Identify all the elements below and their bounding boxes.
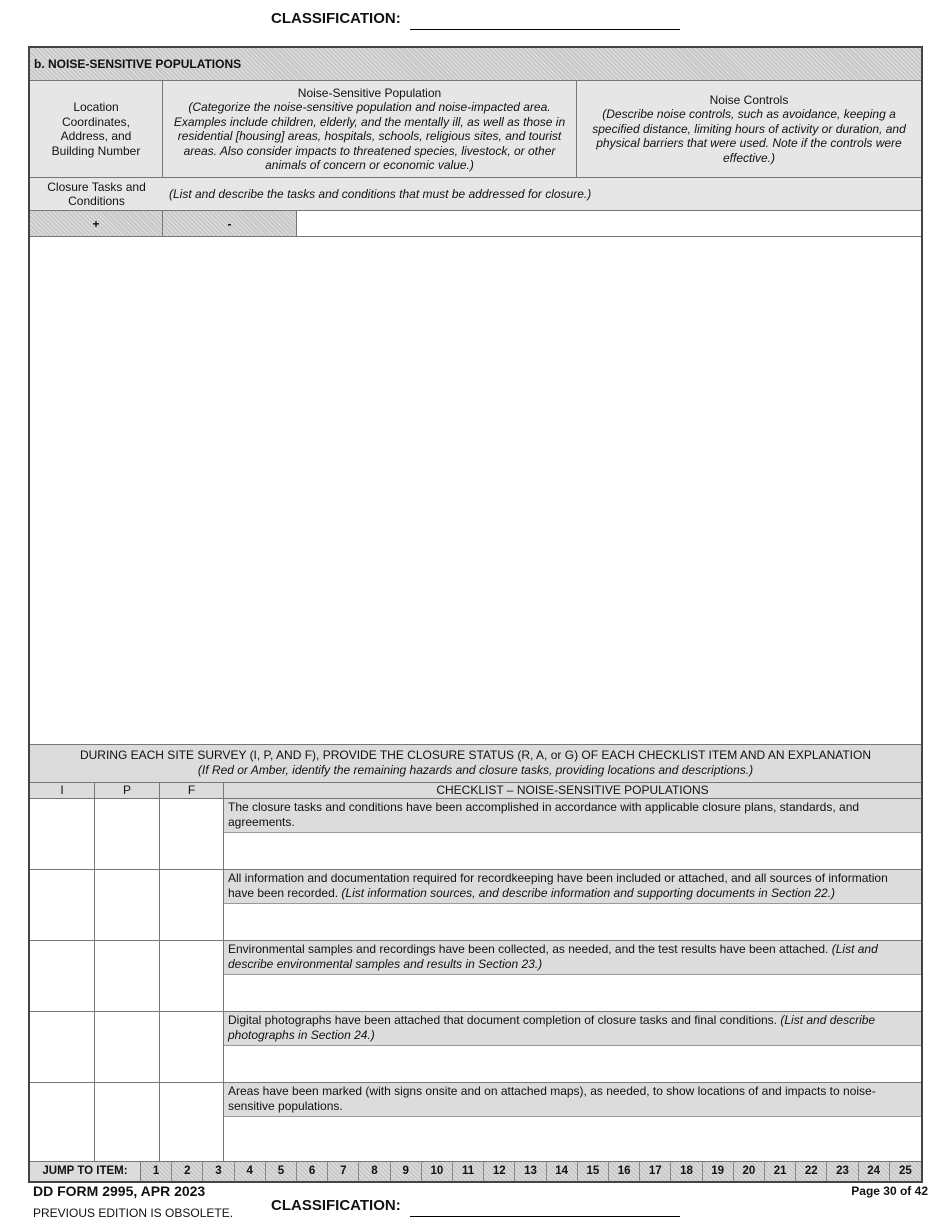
status-progress-1[interactable] <box>95 799 160 869</box>
checklist-question-5 <box>224 1083 921 1117</box>
jump-item-18[interactable]: 18 <box>671 1162 702 1181</box>
status-final-1[interactable] <box>160 799 224 869</box>
remove-row-button[interactable]: - <box>163 211 297 236</box>
survey-header-text: DURING EACH SITE SURVEY (I, P, AND F), PROVIDE THE CLOSURE STATUS (R, A, or G) OF EACH CHECKLIST ITEM AND AN EXPLANATION <box>79 748 872 762</box>
classification-footer-label: CLASSIFICATION: <box>271 1197 401 1214</box>
jump-item-20[interactable]: 20 <box>734 1162 765 1181</box>
status-initial-1[interactable] <box>30 799 95 869</box>
jump-item-17[interactable]: 17 <box>640 1162 671 1181</box>
checklist-question-4 <box>224 1012 921 1046</box>
checklist-item-4 <box>30 1012 921 1083</box>
checklist-question-1 <box>224 799 921 833</box>
checklist-question-3 <box>224 941 921 975</box>
status-progress-4[interactable] <box>95 1012 160 1082</box>
checklist-title: CHECKLIST – NOISE-SENSITIVE POPULATIONS <box>436 783 709 797</box>
explanation-field-1[interactable] <box>224 833 921 869</box>
add-row-button[interactable]: + <box>30 211 163 236</box>
classification-line <box>410 29 680 30</box>
classification-header <box>271 10 401 27</box>
explanation-field-5[interactable] <box>224 1117 921 1161</box>
location-header-text: Location Coordinates, Address, and Building Number <box>51 100 141 158</box>
jump-item-24[interactable]: 24 <box>859 1162 890 1181</box>
form-frame <box>28 46 923 1183</box>
status-initial-5[interactable] <box>30 1083 95 1161</box>
jump-label: JUMP TO ITEM: <box>30 1162 141 1181</box>
controls-header-desc: (Describe noise controls, such as avoidance, keeping a specified distance, limiting hours of activity or duration, and physical barriers that were used. Note if the controls were effective.) <box>592 107 906 165</box>
survey-header <box>30 745 921 783</box>
status-initial-2[interactable] <box>30 870 95 940</box>
jump-item-5[interactable]: 5 <box>266 1162 297 1181</box>
jump-item-14[interactable]: 14 <box>547 1162 578 1181</box>
jump-item-19[interactable]: 19 <box>703 1162 734 1181</box>
jump-item-11[interactable]: 11 <box>453 1162 484 1181</box>
jump-item-12[interactable]: 12 <box>484 1162 515 1181</box>
checklist-question-2 <box>224 870 921 904</box>
checklist-item-5 <box>30 1083 921 1162</box>
status-final-3[interactable] <box>160 941 224 1011</box>
question-text-3: Environmental samples and recordings have been collected, as needed, and the test results have been attached. <box>228 942 832 956</box>
status-progress-2[interactable] <box>95 870 160 940</box>
survey-subheader-text: (If Red or Amber, identify the remaining hazards and closure tasks, providing locations and descriptions.) <box>197 763 754 777</box>
status-progress-3[interactable] <box>95 941 160 1011</box>
jump-item-21[interactable]: 21 <box>765 1162 796 1181</box>
form-identifier: DD FORM 2995, APR 2023 <box>33 1183 206 1199</box>
explanation-field-2[interactable] <box>224 904 921 940</box>
closure-desc: (List and describe the tasks and conditions that must be addressed for closure.) <box>169 187 592 201</box>
location-header <box>30 81 163 177</box>
col-final: F <box>160 783 224 798</box>
jump-item-3[interactable]: 3 <box>203 1162 234 1181</box>
jump-item-25[interactable]: 25 <box>890 1162 921 1181</box>
question-note-3: (List and describe environmental samples and results in Section 23.) <box>228 942 878 971</box>
col-progress: P <box>95 783 160 798</box>
question-text-5: Areas have been marked (with signs onsite and on attached maps), as needed, to show locations of and impacts to noise-sensitive populations. <box>228 1084 876 1113</box>
explanation-field-3[interactable] <box>224 975 921 1011</box>
checklist-item-3 <box>30 941 921 1012</box>
question-text-4: Digital photographs have been attached that document completion of closure tasks and final conditions. <box>228 1013 781 1027</box>
status-progress-5[interactable] <box>95 1083 160 1161</box>
jump-item-9[interactable]: 9 <box>391 1162 422 1181</box>
closure-label: Closure Tasks and Conditions <box>47 180 146 208</box>
jump-to-item-bar <box>30 1162 921 1181</box>
status-final-4[interactable] <box>160 1012 224 1082</box>
page-number: Page 30 of 42 <box>851 1184 928 1198</box>
col-initial: I <box>30 783 95 798</box>
jump-item-10[interactable]: 10 <box>422 1162 453 1181</box>
jump-item-2[interactable]: 2 <box>172 1162 203 1181</box>
jump-item-23[interactable]: 23 <box>827 1162 858 1181</box>
entry-text-area[interactable] <box>30 237 921 745</box>
question-note-2: (List information sources, and describe information and supporting documents in Section 22.) <box>341 886 836 900</box>
controls-header <box>577 81 921 177</box>
question-text-2: All information and documentation required for recordkeeping have been included or attached, and all sources of information have been recorded. <box>228 871 888 900</box>
obsolete-notice: PREVIOUS EDITION IS OBSOLETE. <box>33 1206 234 1220</box>
checklist-item-2 <box>30 870 921 941</box>
jump-item-4[interactable]: 4 <box>235 1162 266 1181</box>
status-final-5[interactable] <box>160 1083 224 1161</box>
status-initial-4[interactable] <box>30 1012 95 1082</box>
checklist-item-1 <box>30 799 921 870</box>
status-initial-3[interactable] <box>30 941 95 1011</box>
question-text-1: The closure tasks and conditions have been accomplished in accordance with applicable closure plans, standards, and agreements. <box>228 800 860 829</box>
jump-item-15[interactable]: 15 <box>578 1162 609 1181</box>
controls-header-title: Noise Controls <box>709 92 789 107</box>
jump-item-13[interactable]: 13 <box>515 1162 546 1181</box>
checklist-column-header <box>30 783 921 799</box>
add-remove-row <box>30 211 921 237</box>
column-header-row <box>30 81 921 178</box>
jump-item-22[interactable]: 22 <box>796 1162 827 1181</box>
jump-item-6[interactable]: 6 <box>297 1162 328 1181</box>
population-header-title: Noise-Sensitive Population <box>297 85 442 100</box>
jump-item-16[interactable]: 16 <box>609 1162 640 1181</box>
classification-label: CLASSIFICATION: <box>271 10 401 27</box>
closure-row <box>30 178 921 211</box>
section-title: b. NOISE-SENSITIVE POPULATIONS <box>30 48 921 81</box>
population-header <box>163 81 577 177</box>
classification-footer-line <box>410 1216 680 1217</box>
jump-item-8[interactable]: 8 <box>359 1162 390 1181</box>
population-header-desc: (Categorize the noise-sensitive population and noise-impacted area. Examples include children, elderly, and the mentally ill, as well as those in residential [housing] areas, hospitals, schools, religious sites, and tourist areas. Also consider impacts to threatened species, livestock, or other animals of concern or economic value.) <box>173 100 566 172</box>
status-final-2[interactable] <box>160 870 224 940</box>
jump-item-1[interactable]: 1 <box>141 1162 172 1181</box>
explanation-field-4[interactable] <box>224 1046 921 1082</box>
jump-item-7[interactable]: 7 <box>328 1162 359 1181</box>
classification-footer <box>271 1197 401 1214</box>
question-note-4: (List and describe photographs in Section 24.) <box>228 1013 876 1042</box>
